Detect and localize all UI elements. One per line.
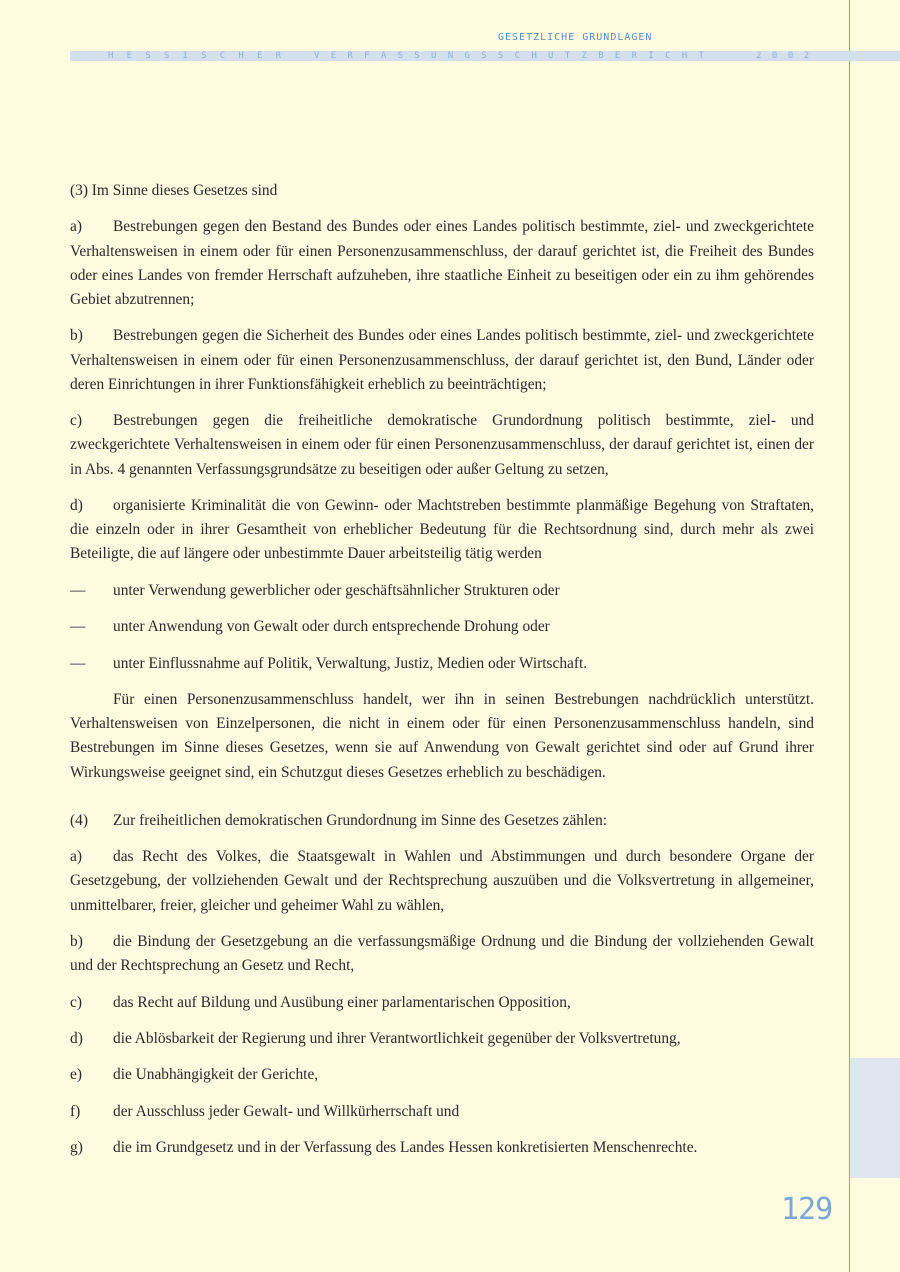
para3-closing: Für einen Personenzusammenschluss handelt, wer ihn in seinen Bestrebungen nachdrücklich unterstützt. Verhaltensweisen von Einzelpersonen, die nicht in einem oder für einen Personenzusammenschluss handeln, sind Bestrebungen im Sinne dieses Gesetzes, wenn sie auf Anwendung von Gewalt gerichtet sind oder auf Grund ihrer Wirkungsweise geeignet sind, ein Schutzgut dieses Gesetzes erheblich zu beschädigen.: [70, 690, 814, 781]
item-text: die im Grundgesetz und in der Verfassung des Landes Hessen konkretisierten Menschenrechte.: [113, 1139, 698, 1157]
item-text: Bestrebungen gegen die Sicherheit des Bundes oder eines Landes politisch bestimmte, ziel- und zweckgerichtete Verhaltensweisen in einem oder für einen Personenzusammenschluss, der darauf gerichtet ist, den Bund, Länder oder deren Einrichtungen in ihrer Funktionsfähigkeit erheblich zu beeinträchtigen;: [70, 327, 814, 393]
para4-item-e: [70, 1063, 814, 1087]
dash-text: unter Anwendung von Gewalt oder durch entsprechende Drohung oder: [113, 618, 550, 636]
item-label: f): [70, 1102, 81, 1120]
item-text: die Ablösbarkeit der Regierung und ihrer Verantwortlichkeit gegenüber der Volksvertretung,: [113, 1029, 681, 1047]
item-label: b): [70, 932, 83, 950]
para3-intro: (3) Im Sinne dieses Gesetzes sind: [70, 182, 278, 199]
item-text: die Unabhängigkeit der Gerichte,: [113, 1066, 319, 1084]
para4-item-g: [70, 1136, 814, 1160]
para4-item-a: [70, 845, 814, 918]
item-text: der Ausschluss jeder Gewalt- und Willkürherrschaft und: [113, 1102, 460, 1120]
body-text: [70, 179, 814, 1173]
dash-text: unter Einflussnahme auf Politik, Verwaltung, Justiz, Medien oder Wirtschaft.: [113, 654, 588, 672]
item-label: e): [70, 1066, 82, 1084]
dash-label: —: [70, 581, 86, 599]
para4-item-d: [70, 1027, 814, 1051]
para3-item-a: [70, 215, 814, 312]
item-label: a): [70, 848, 82, 866]
para4-item-b: [70, 930, 814, 978]
section-title: GESETZLICHE GRUNDLAGEN: [498, 32, 653, 43]
item-label: b): [70, 327, 83, 345]
item-label: d): [70, 496, 83, 514]
item-text: das Recht des Volkes, die Staatsgewalt in Wahlen und Abstimmungen und durch besondere Organe der Gesetzgebung, der vollziehenden Gewalt und der Rechtsprechung auszuüben und die Volksvertretung in allgemeiner, unmittelbarer, freier, gleicher und geheimer Wahl zu wählen,: [70, 848, 814, 914]
side-tab-marker: [850, 1058, 900, 1178]
para3-item-d: [70, 494, 814, 567]
item-label: c): [70, 993, 82, 1011]
para4-label: (4): [70, 811, 88, 829]
page-number: 129: [781, 1192, 833, 1227]
para4-intro: [70, 809, 814, 833]
item-label: c): [70, 412, 82, 430]
dash-item-3: [70, 652, 814, 676]
para3-item-c: [70, 409, 814, 482]
para4-item-c: [70, 991, 814, 1015]
dash-item-2: [70, 615, 814, 639]
para4-item-f: [70, 1100, 814, 1124]
header-year: 2002: [756, 51, 820, 61]
dash-item-1: [70, 579, 814, 603]
header-word-hessischer: HESSISCHER: [108, 51, 295, 61]
item-label: d): [70, 1029, 83, 1047]
item-text: das Recht auf Bildung und Ausübung einer parlamentarischen Opposition,: [113, 993, 571, 1011]
item-text: Bestrebungen gegen die freiheitliche demokratische Grundordnung politisch bestimmte, ziel- und zweckgerichtete Verhaltensweisen in einem oder für einen Personenzusammenschluss, der darauf gerichtet ist, einen der in Abs. 4 genannten Verfassungsgrundsätze zu beseitigen oder außer Geltung zu setzen,: [70, 412, 814, 478]
dash-label: —: [70, 618, 86, 636]
para4-intro-text: Zur freiheitlichen demokratischen Grundordnung im Sinne des Gesetzes zählen:: [113, 811, 608, 829]
dash-label: —: [70, 654, 86, 672]
item-label: g): [70, 1139, 83, 1157]
running-header-bar: [70, 51, 900, 61]
header-word-bericht: VERFASSUNGSSCHUTZBERICHT: [314, 51, 716, 61]
item-text: die Bindung der Gesetzgebung an die verfassungsmäßige Ordnung und die Bindung der vollziehenden Gewalt und der Rechtsprechung an Gesetz und Recht,: [70, 932, 814, 975]
dash-text: unter Verwendung gewerblicher oder geschäftsähnlicher Strukturen oder: [113, 581, 560, 599]
item-text: Bestrebungen gegen den Bestand des Bundes oder eines Landes politisch bestimmte, ziel- und zweckgerichtete Verhaltensweisen in einem oder für einen Personenzusammenschluss, der darauf gerichtet ist, die Freiheit des Bundes oder eines Landes von fremder Herrschaft aufzuheben, ihre staatliche Einheit zu beseitigen oder ein zu ihm gehörendes Gebiet abzutrennen;: [70, 218, 814, 308]
item-text: organisierte Kriminalität die von Gewinn- oder Machtstreben bestimmte planmäßige Begehung von Straftaten, die einzeln oder in ihrer Gesamtheit von erheblicher Bedeutung für die Rechtsordnung sind, durch mehr als zwei Beteiligte, die auf längere oder unbestimmte Dauer arbeitsteilig tätig werden: [70, 496, 814, 563]
item-label: a): [70, 218, 82, 236]
para3-item-b: [70, 324, 814, 397]
